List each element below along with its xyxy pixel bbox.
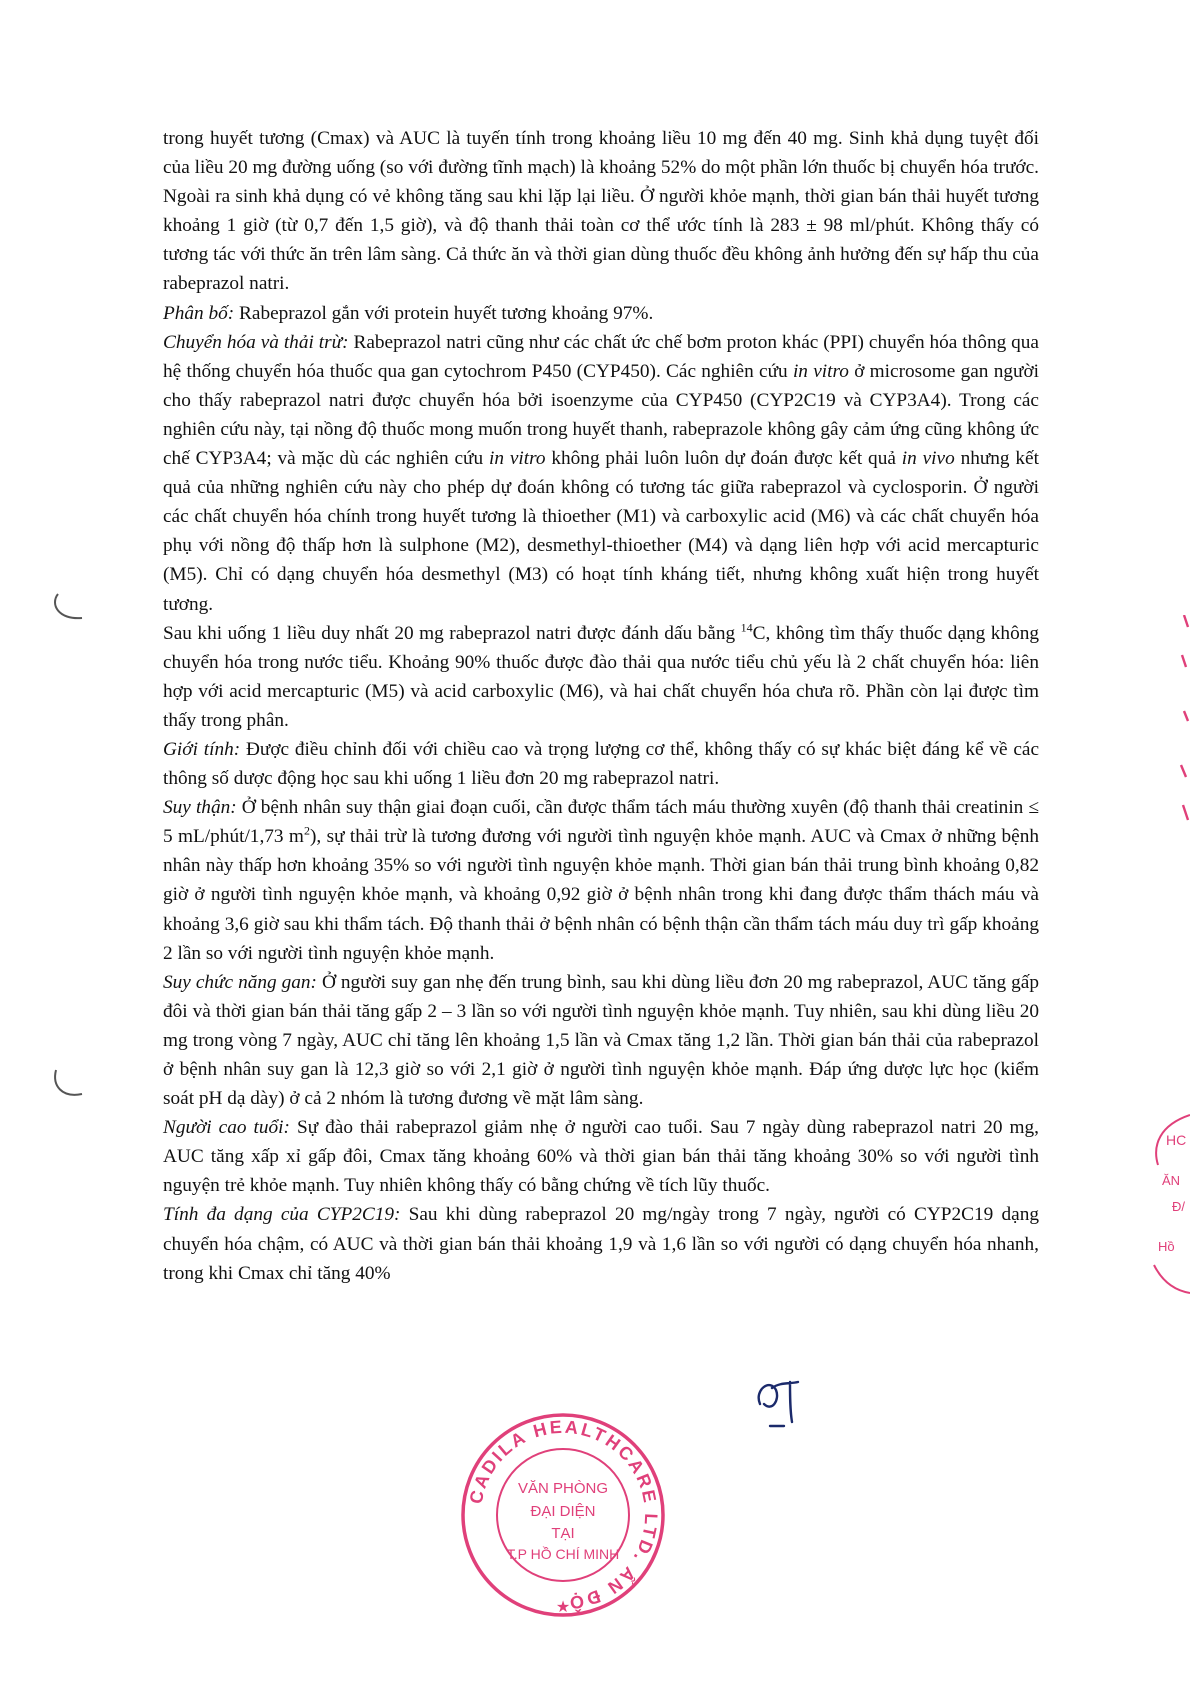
paragraph-cyp2c19: Tính đa dạng của CYP2C19: Sau khi dùng rabeprazol 20 mg/ngày trong 7 ngày, người có CYP2C19 dạng chuyển hóa chậm, có AUC và thời gian bán thải khoảng 1,9 và 1,6 lần so với người có dạng chuyển hóa nhanh, trong khi Cmax chỉ tăng 40% [163, 1204, 1039, 1284]
side-stamp-fragment: ĂN [1162, 1173, 1181, 1188]
paragraph-hepatic-impairment: Suy chức năng gan: Ở người suy gan nhẹ đến trung bình, sau khi dùng liều đơn 20 mg rabeprazol, AUC tăng gấp đôi và thời gian bán thải tăng gấp 2 – 3 lần so với người tình nguyện khỏe mạnh. Tuy nhiên, sau khi dùng liều 20 mg trong vòng 7 ngày, AUC chỉ tăng lên khoảng 1,5 lần và Cmax tăng 1,2 lần. Thời gian bán thải của rabeprazol ở bệnh nhân suy gan là 12,3 giờ so với 2,1 giờ ở người tình nguyện khỏe mạnh. Đáp ứng dược lực học (kiểm soát pH dạ dày) ở cả 2 nhóm là tương đương về mặt lâm sàng. [163, 971, 1039, 1110]
paragraph-label: Chuyển hóa và thải trừ: [163, 331, 349, 353]
paragraph-excretion: Sau khi uống 1 liều duy nhất 20 mg rabeprazol natri được đánh dấu bằng $^{14}$C, không tìm thấy thuốc dạng không chuyển hóa trong nước tiểu. Khoảng 90% thuốc được đào thải qua nước tiểu chủ yếu là 2 chất chuyển hóa: liên hợp với acid mercapturic (M5) và acid carboxylic (M6), và hai chất chuyển hóa chưa rõ. Phần còn lại được tìm thấy trong phân. [163, 620, 1039, 731]
side-stamp-fragment: Hồ [1158, 1239, 1175, 1254]
paragraph-label: Tính đa dạng của CYP2C19: [163, 1204, 401, 1226]
paragraph-label: Giới tính: [163, 738, 241, 760]
side-stamp-fragment: HC [1166, 1132, 1187, 1148]
stamp-line-4: T.P HỒ CHÍ MINH [506, 1546, 620, 1562]
partial-stamp-right-edge [1150, 1105, 1190, 1305]
official-stamp [458, 1410, 668, 1620]
document-body [163, 124, 1039, 1288]
paragraph-label: Người cao tuổi: [163, 1117, 290, 1139]
paragraph-elderly: Người cao tuổi: Sự đào thải rabeprazol giảm nhẹ ở người cao tuổi. Sau 7 ngày dùng rabeprazol natri 20 mg, AUC tăng xấp xỉ gấp đôi, Cmax tăng khoảng 60% và thời gian bán thải tăng khoảng 30% so với người tình nguyện trẻ khỏe mạnh. Tuy nhiên không thấy có bằng chứng về tích lũy thuốc. [163, 1117, 1039, 1197]
stamp-line-2: ĐẠI DIỆN [530, 1503, 596, 1520]
paragraph-label: Suy chức năng gan: [163, 971, 317, 993]
punch-hole-mark [48, 1068, 90, 1104]
paragraph-label: Phân bố: [163, 302, 235, 324]
stamp-ring-text: CADILA HEALTHCARE LTD. ẤN ĐỘ [465, 1416, 662, 1614]
handwritten-initials [750, 1370, 820, 1430]
paragraph-renal-impairment: Suy thận: Ở bệnh nhân suy thận giai đoạn cuối, cần được thẩm tách máu thường xuyên (độ thanh thải creatinin ≤ 5 mL/phút/1,73 $m^2$), sự thải trừ là tương đương với người tình nguyện khỏe mạnh. AUC và Cmax ở những bệnh nhân này thấp hơn khoảng 35% so với người tình nguyện khỏe mạnh. Thời gian bán thải trung bình khoảng 0,82 giờ ở người tình nguyện khỏe mạnh, và khoảng 0,92 giờ ở bệnh nhân trong khi đang được thẩm thách máu và khoảng 3,6 giờ sau khi thẩm tách. Độ thanh thải ở bệnh nhân có bệnh thận cần thẩm tách máu duy trì gấp khoảng 2 lần so với người tình nguyện khỏe mạnh. [163, 797, 1040, 964]
edge-seal-marks [1176, 615, 1190, 825]
paragraph-gender: Giới tính: Được điều chỉnh đối với chiều cao và trọng lượng cơ thể, không thấy có sự khác biệt đáng kể về các thông số dược động học sau khi uống 1 liều đơn 20 mg rabeprazol natri. [163, 738, 1039, 790]
paragraph-label: Suy thận: [163, 797, 237, 819]
punch-hole-mark [48, 590, 90, 626]
stamp-star-icon: ★ [555, 1597, 571, 1616]
stamp-line-1: VĂN PHÒNG [517, 1480, 609, 1497]
paragraph-absorption: trong huyết tương (Cmax) và AUC là tuyến tính trong khoảng liều 10 mg đến 40 mg. Sinh khả dụng tuyệt đối của liều 20 mg đường uống (so với đường tĩnh mạch) là khoảng 52% do một phần lớn thuốc bị chuyển hóa trước. Ngoài ra sinh khả dụng có vẻ không tăng sau khi lặp lại liều. Ở người khỏe mạnh, thời gian bán thải huyết tương khoảng 1 giờ (từ 0,7 đến 1,5 giờ), và độ thanh thải toàn cơ thể ước tính là 283 ± 98 ml/phút. Không thấy có tương tác với thức ăn trên lâm sàng. Cả thức ăn và thời gian dùng thuốc đều không ảnh hưởng đến sự hấp thu của rabeprazol natri. [163, 128, 1039, 295]
paragraph-distribution: Phân bố: Rabeprazol gắn với protein huyết tương khoảng 97%. [163, 302, 654, 324]
side-stamp-fragment: Đ/ [1172, 1199, 1185, 1214]
stamp-line-3: TẠI [551, 1525, 575, 1542]
paragraph-metabolism: Chuyển hóa và thải trừ: Rabeprazol natri cũng như các chất ức chế bơm proton khác (PPI) chuyển hóa thông qua hệ thống chuyển hóa thuốc qua gan cytochrom P450 (CYP450). Các nghiên cứu in vitro ở microsome gan người cho thấy rabeprazol natri được chuyển hóa bởi isoenzyme của CYP450 (CYP2C19 và CYP3A4). Trong các nghiên cứu này, tại nồng độ thuốc mong muốn trong huyết thanh, rabeprazole không gây cảm ứng cũng không ức chế CYP3A4; và mặc dù các nghiên cứu in vitro không phải luôn luôn dự đoán được kết quả in vivo nhưng kết quả của những nghiên cứu này cho phép dự đoán không có tương tác giữa rabeprazol và cyclosporin. Ở người các chất chuyển hóa chính trong huyết tương là thioether (M1) và carboxylic acid (M6) và các chất chuyển hóa phụ với nồng độ thấp hơn là sulphone (M2), desmethyl-thioether (M4) và dạng liên hợp với acid mercapturic (M5). Chỉ có dạng chuyển hóa desmethyl (M3) có hoạt tính kháng tiết, nhưng không xuất hiện trong huyết tương. [163, 331, 1039, 615]
